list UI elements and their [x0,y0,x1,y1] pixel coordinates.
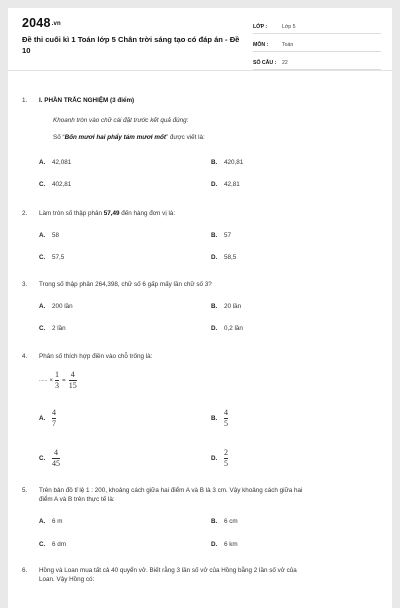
question-6-text: Hồng và Loan mua tất cả 40 quyển vở. Biết rằng 3 lần số vở của Hồng bằng 2 lần số vở của Loan. Vậy Hồng có: [39,567,297,583]
option-c[interactable]: C. 6 dm [39,541,66,548]
option-a[interactable]: A. 58 [39,232,60,239]
site-logo[interactable]: 2048.vn [22,16,61,30]
exam-meta [253,20,381,74]
option-b[interactable]: B. 57 [211,232,232,239]
meta-label: SỐ CÂU : [253,59,277,66]
option-d[interactable]: D. $\frac{2}{5}$ [211,447,228,468]
question-5-text: Trên bản đồ tỉ lệ 1 : 200, khoảng cách giữa hai điểm A và B là 3 cm. Vậy khoảng cách giữa hai điểm A và B trên thực tế là: [39,487,303,503]
question-6 [22,566,384,584]
option-b[interactable]: B. $\frac{4}{5}$ [211,407,228,428]
meta-value: 22 [282,59,288,66]
question-1 [22,96,384,105]
option-c[interactable]: C. 57,5 [39,254,65,261]
exam-title: Đề thi cuối kì 1 Toán lớp 5 Chân trời sáng tạo có đáp án - Đề 10 [22,35,240,55]
option-c[interactable]: C. 2 lần [39,325,66,332]
option-a[interactable]: A. 42,081 [39,159,72,166]
question-4-text: Phân số thích hợp điền vào chỗ trống là: [39,353,153,360]
option-d[interactable]: D. 0,2 lần [211,325,243,332]
question-2-text: Làm tròn số thập phân 57,49 đến hàng đơn vị là: [39,210,176,217]
meta-value: Lớp 5 [282,23,296,30]
question-1-text: Số “Bốn mươi hai phẩy tám mươi mốt” được viết là: [53,134,205,141]
meta-subject-row [253,38,381,52]
section-title: I. PHẦN TRẮC NGHIỆM (3 điểm) [39,97,135,104]
question-number: 4. [22,353,28,360]
question-number: 3. [22,281,28,288]
option-a[interactable]: A. 200 lần [39,303,73,310]
question-number: 6. [22,567,28,574]
question-3 [22,280,384,289]
fraction-expression: ...... × $\frac{1}{3}$ = $\frac{4}{15}$ [39,369,77,390]
meta-value: Toán [282,41,294,48]
option-b[interactable]: B. 6 cm [211,518,238,525]
exam-header [8,8,392,71]
meta-label: LỚP : [253,23,268,30]
option-c[interactable]: C. 402,81 [39,181,72,188]
meta-count-row [253,56,381,70]
question-number: 2. [22,210,28,217]
question-number: 1. [22,97,28,104]
meta-label: MÔN : [253,41,269,48]
exam-page [8,8,392,608]
question-2 [22,209,384,218]
instruction: Khoanh tròn vào chữ cái đặt trước kết quả đúng: [53,117,189,124]
option-b[interactable]: B. 420,81 [211,159,244,166]
question-number: 5. [22,487,28,494]
option-a[interactable]: A. 6 m [39,518,63,525]
option-b[interactable]: B. 20 lần [211,303,242,310]
option-a[interactable]: A. $\frac{4}{7}$ [39,407,56,428]
meta-class-row [253,20,381,34]
question-3-text: Trong số thập phân 264,398, chữ số 6 gấp mấy lần chữ số 3? [39,281,212,288]
option-c[interactable]: C. $\frac{4}{45}$ [39,447,60,468]
question-4 [22,352,384,361]
option-d[interactable]: D. 42,81 [211,181,240,188]
question-5 [22,486,384,504]
option-d[interactable]: D. 6 km [211,541,238,548]
option-d[interactable]: D. 58,5 [211,254,237,261]
